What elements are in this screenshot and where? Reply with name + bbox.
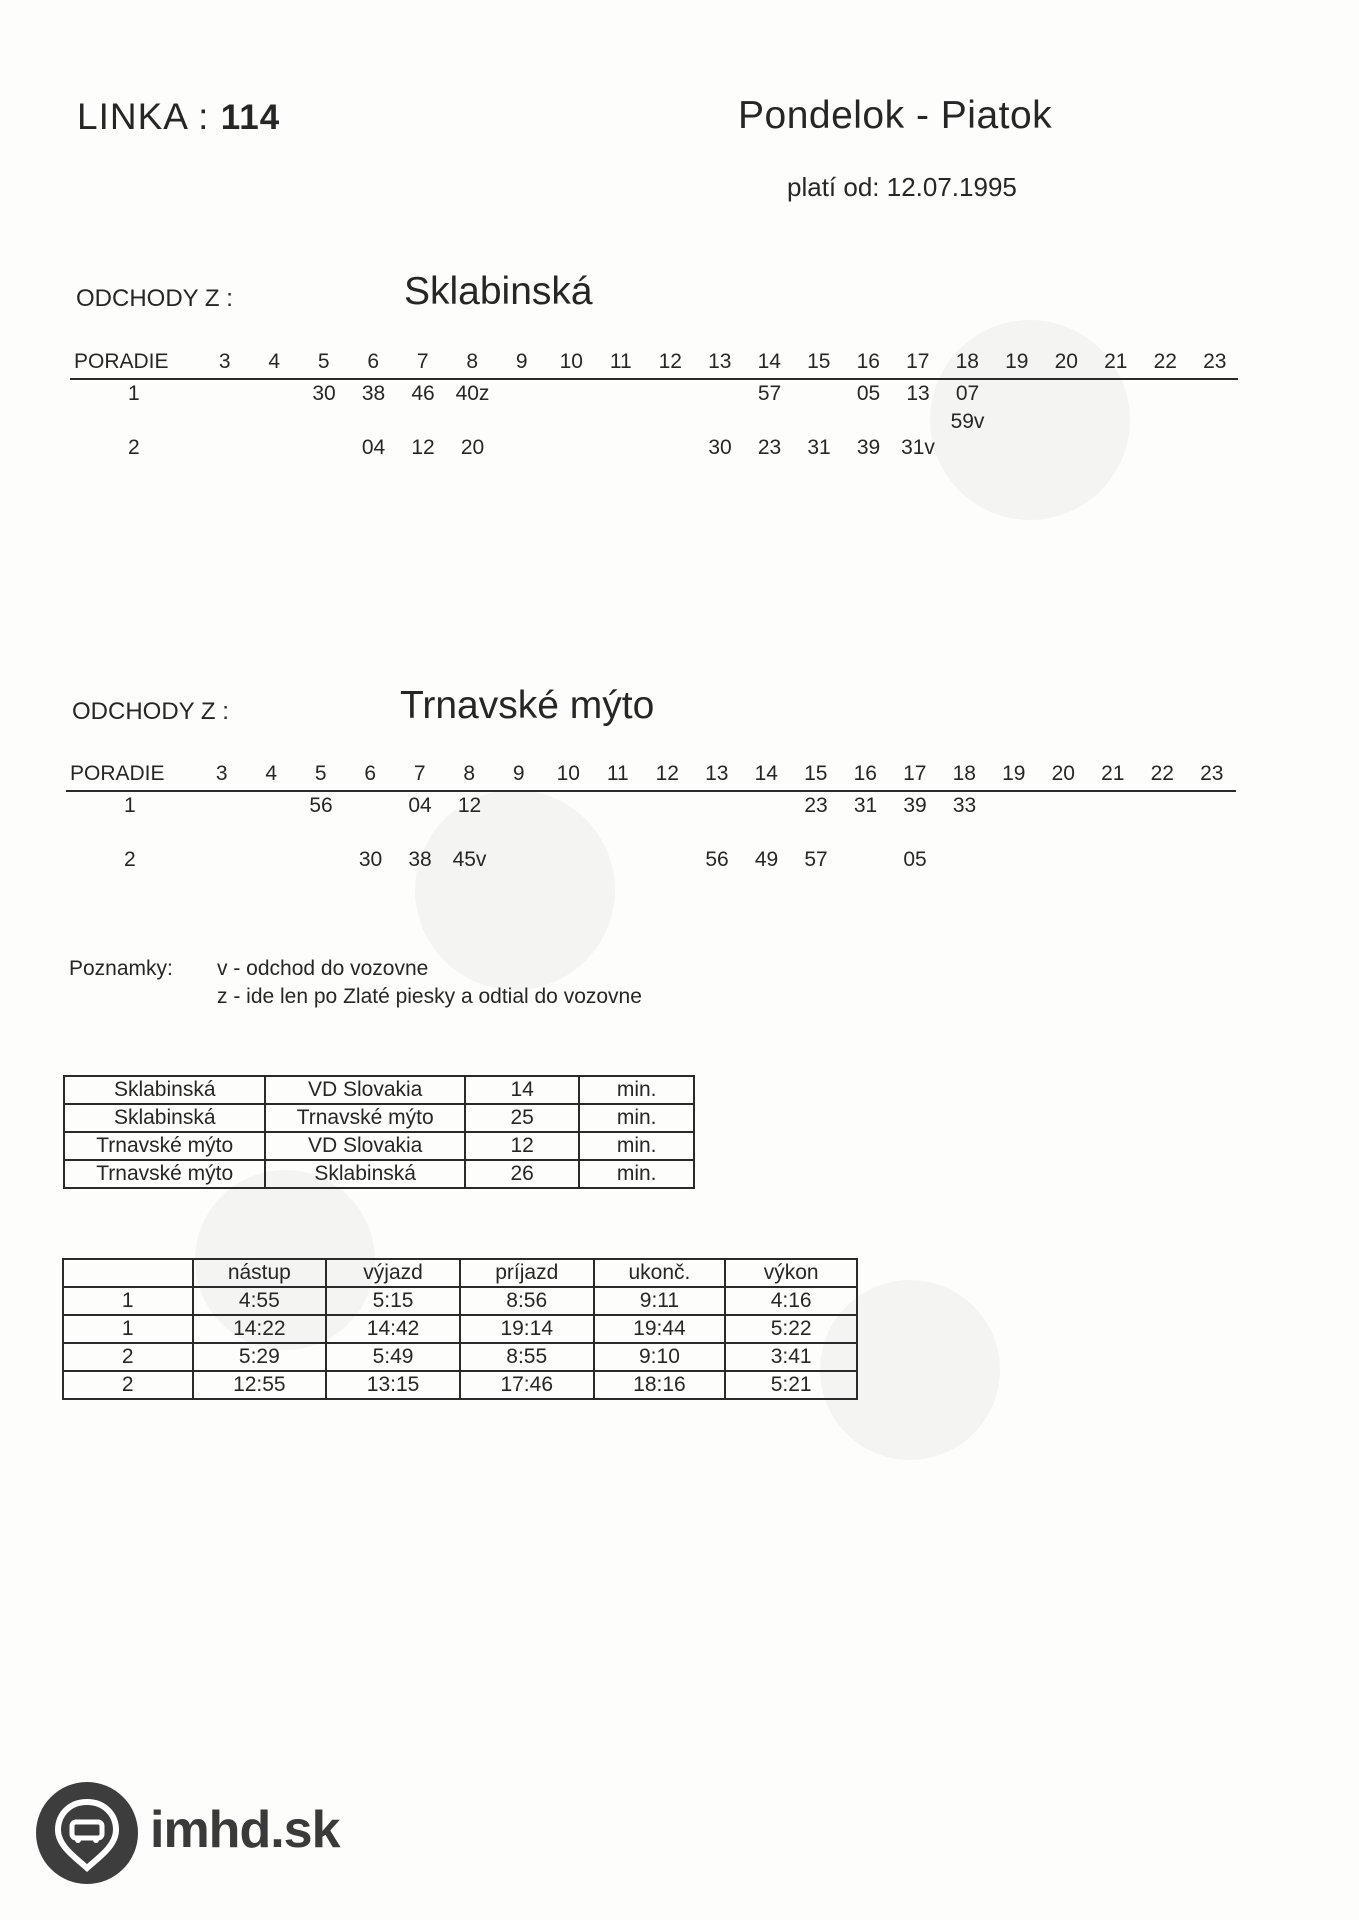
table-cell: 5:49 — [326, 1343, 460, 1371]
order-number: 2 — [124, 848, 136, 871]
hour-label: 10 — [559, 350, 583, 373]
hour-label: 13 — [705, 762, 729, 785]
table-cell: Trnavské mýto — [64, 1132, 265, 1160]
table-cell: 26 — [465, 1160, 579, 1188]
departure-minute: 57 — [757, 382, 782, 405]
table-cell: 4:55 — [193, 1287, 327, 1315]
table-cell: Sklabinská — [265, 1160, 464, 1188]
hour-label: 8 — [463, 762, 476, 785]
hour-label: 10 — [556, 762, 580, 785]
notes-label: Poznamky: — [69, 957, 173, 980]
hour-label: 8 — [466, 350, 479, 373]
column-header: výjazd — [326, 1259, 460, 1287]
table-row — [63, 1315, 857, 1343]
hour-label: 18 — [952, 762, 976, 785]
hour-label: 7 — [416, 350, 429, 373]
departure-minute: 13 — [906, 382, 930, 405]
table-cell: 5:21 — [725, 1371, 857, 1399]
order-number: 1 — [124, 794, 136, 817]
table-cell: 3:41 — [725, 1343, 857, 1371]
hour-label: 11 — [606, 762, 629, 785]
table-cell: 18:16 — [594, 1371, 726, 1399]
table-cell: 4:16 — [725, 1287, 857, 1315]
hour-label: 6 — [364, 762, 377, 785]
table-cell: Sklabinská — [64, 1104, 265, 1132]
table-cell: 25 — [465, 1104, 579, 1132]
line-number: 114 — [220, 98, 281, 137]
order-number: 2 — [128, 436, 140, 459]
hour-label: 15 — [804, 762, 828, 785]
hour-label: 17 — [903, 762, 927, 785]
hour-label: 16 — [856, 350, 880, 373]
departure-minute: 59v — [950, 410, 985, 433]
table-cell: Sklabinská — [64, 1076, 265, 1104]
departure-minute: 12 — [411, 436, 435, 459]
table-row — [64, 1076, 694, 1104]
table-cell: VD Slovakia — [265, 1076, 464, 1104]
departure-minute: 20 — [460, 436, 485, 459]
table-cell: 5:15 — [326, 1287, 460, 1315]
departure-minute: 33 — [952, 794, 977, 817]
hour-label: 4 — [268, 350, 281, 373]
table-cell: 9:11 — [594, 1287, 726, 1315]
hour-label: 14 — [757, 350, 781, 373]
departure-minute: 45v — [452, 848, 487, 871]
departure-minute: 30 — [708, 436, 732, 459]
stop-name: Sklabinská — [404, 270, 593, 313]
hour-label: 15 — [807, 350, 831, 373]
departure-minute: 30 — [358, 848, 383, 871]
table-cell: 19:14 — [460, 1315, 594, 1343]
table-header-row — [63, 1259, 857, 1287]
table-cell: 19:44 — [594, 1315, 726, 1343]
column-header: ukonč. — [594, 1259, 726, 1287]
order-column-header: PORADIE — [70, 762, 165, 785]
departure-minute: 38 — [408, 848, 432, 871]
table-cell: 8:56 — [460, 1287, 594, 1315]
departure-minute: 31 — [853, 794, 878, 817]
departure-minute: 04 — [361, 436, 386, 459]
hour-label: 22 — [1150, 762, 1174, 785]
stop-name: Trnavské mýto — [400, 684, 655, 727]
hour-label: 21 — [1101, 762, 1125, 785]
departure-minute: 05 — [903, 848, 927, 871]
hour-label: 9 — [515, 350, 528, 373]
hour-header-row — [197, 762, 1237, 786]
departure-minute: 30 — [312, 382, 336, 405]
table-cell: 5:29 — [193, 1343, 327, 1371]
departure-minute: 49 — [754, 848, 779, 871]
order-column-header: PORADIE — [74, 350, 169, 373]
hour-label: 19 — [1002, 762, 1026, 785]
table-cell: Trnavské mýto — [265, 1104, 464, 1132]
travel-times-table — [63, 1075, 695, 1189]
shifts-table — [62, 1258, 858, 1400]
table-cell: min. — [579, 1076, 694, 1104]
table-cell: 5:22 — [725, 1315, 857, 1343]
header-rule — [66, 790, 1236, 792]
hour-label: 6 — [367, 350, 380, 373]
hour-label: 9 — [512, 762, 525, 785]
departures-label: ODCHODY Z : — [76, 285, 233, 312]
table-cell: VD Slovakia — [265, 1132, 464, 1160]
table-row — [63, 1287, 857, 1315]
table-row — [64, 1104, 694, 1132]
departures-label: ODCHODY Z : — [72, 698, 229, 725]
brand-name: imhd.sk — [150, 1801, 340, 1859]
bus-pin-icon — [36, 1782, 138, 1884]
note-z: z - ide len po Zlaté piesky a odtial do vozovne — [217, 985, 642, 1008]
table-cell: 14 — [465, 1076, 579, 1104]
column-header — [63, 1259, 193, 1287]
departure-minute: 31v — [901, 436, 935, 459]
departure-minute: 05 — [856, 382, 881, 405]
table-row — [63, 1371, 857, 1399]
table-cell: 14:42 — [326, 1315, 460, 1343]
table-cell: Trnavské mýto — [64, 1160, 265, 1188]
departure-minute: 23 — [757, 436, 782, 459]
table-cell: min. — [579, 1132, 694, 1160]
departure-minute: 56 — [705, 848, 729, 871]
hour-label: 3 — [215, 762, 228, 785]
departure-minute: 31 — [807, 436, 831, 459]
watermark-logo — [415, 790, 615, 990]
hour-label: 20 — [1051, 762, 1075, 785]
hour-label: 12 — [658, 350, 682, 373]
departure-minute: 38 — [361, 382, 386, 405]
table-cell: 14:22 — [193, 1315, 327, 1343]
hour-label: 20 — [1054, 350, 1078, 373]
order-number: 1 — [128, 382, 140, 405]
hour-header-row — [200, 350, 1240, 374]
hour-label: 5 — [317, 350, 330, 373]
hour-label: 22 — [1153, 350, 1177, 373]
hour-label: 5 — [314, 762, 327, 785]
departure-minute: 57 — [804, 848, 828, 871]
hour-label: 21 — [1104, 350, 1128, 373]
table-cell: 12:55 — [193, 1371, 327, 1399]
hour-label: 17 — [906, 350, 930, 373]
hour-label: 3 — [218, 350, 231, 373]
departure-minute: 39 — [856, 436, 881, 459]
line-label: LINKA : — [77, 96, 210, 137]
table-cell: 8:55 — [460, 1343, 594, 1371]
table-cell: 13:15 — [326, 1371, 460, 1399]
table-cell: 12 — [465, 1132, 579, 1160]
column-header: výkon — [725, 1259, 857, 1287]
column-header: nástup — [193, 1259, 327, 1287]
note-v: v - odchod do vozovne — [217, 957, 429, 980]
hour-label: 13 — [708, 350, 732, 373]
hour-label: 16 — [853, 762, 877, 785]
table-row — [63, 1343, 857, 1371]
column-header: príjazd — [460, 1259, 594, 1287]
departure-minute: 39 — [903, 794, 927, 817]
hour-label: 23 — [1200, 762, 1224, 785]
hour-label: 23 — [1203, 350, 1227, 373]
table-row — [64, 1160, 694, 1188]
departure-minute: 12 — [457, 794, 482, 817]
hour-label: 18 — [955, 350, 979, 373]
table-cell: min. — [579, 1160, 694, 1188]
departure-minute: 23 — [804, 794, 828, 817]
departure-minute: 07 — [955, 382, 980, 405]
hour-label: 12 — [655, 762, 679, 785]
table-row — [64, 1132, 694, 1160]
hour-label: 7 — [413, 762, 426, 785]
table-cell: 2 — [63, 1371, 193, 1399]
hour-label: 4 — [265, 762, 278, 785]
departure-minute: 46 — [411, 382, 435, 405]
table-cell: 9:10 — [594, 1343, 726, 1371]
valid-from: platí od: 12.07.1995 — [787, 172, 1017, 202]
departure-minute: 40z — [455, 382, 490, 405]
departure-minute: 04 — [408, 794, 432, 817]
table-cell: 17:46 — [460, 1371, 594, 1399]
table-cell: min. — [579, 1104, 694, 1132]
line-title — [77, 96, 280, 138]
hour-label: 19 — [1005, 350, 1029, 373]
table-cell: 1 — [63, 1287, 193, 1315]
table-cell: 2 — [63, 1343, 193, 1371]
service-days: Pondelok - Piatok — [738, 94, 1053, 137]
header-rule — [70, 378, 1238, 380]
hour-label: 11 — [609, 350, 632, 373]
departure-minute: 56 — [309, 794, 333, 817]
table-cell: 1 — [63, 1315, 193, 1343]
hour-label: 14 — [754, 762, 778, 785]
